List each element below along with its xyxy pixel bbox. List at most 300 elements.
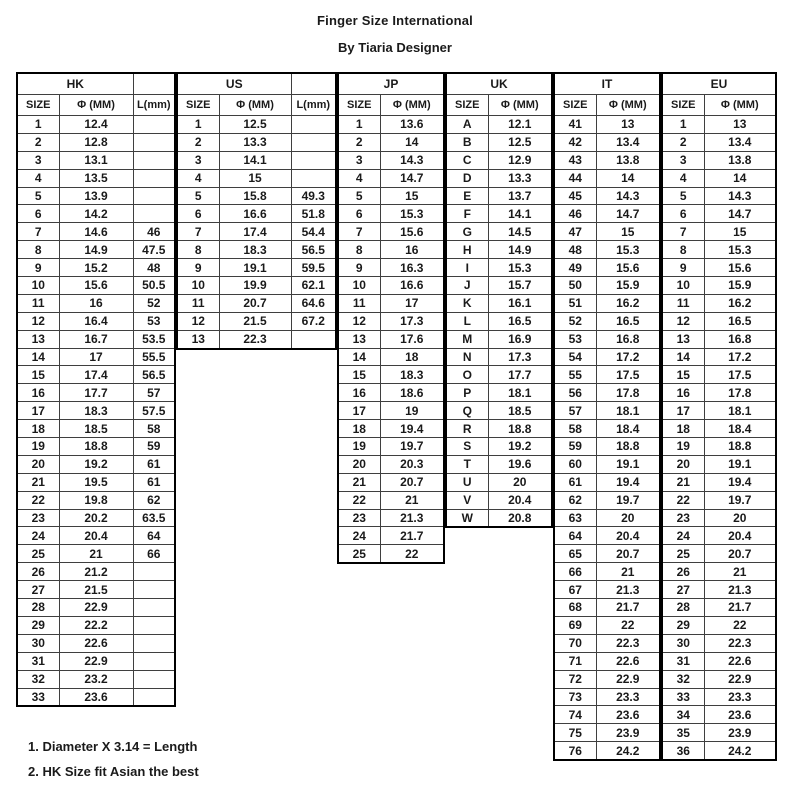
cell: 20: [704, 509, 776, 527]
cell: 11: [177, 294, 219, 312]
cell: 14: [17, 348, 59, 366]
cell: 8: [338, 241, 380, 259]
table-row: [177, 116, 336, 134]
cell: 16.7: [59, 330, 133, 348]
cell: 48: [133, 259, 175, 277]
cell: 22.9: [59, 599, 133, 617]
cell: G: [446, 223, 488, 241]
cell: P: [446, 384, 488, 402]
cell: 8: [17, 241, 59, 259]
size-table-it: [553, 72, 661, 761]
table-row: [17, 366, 175, 384]
table-row: [446, 330, 552, 348]
cell: 13.9: [59, 187, 133, 205]
cell: 15.3: [596, 241, 660, 259]
cell: 16.2: [596, 294, 660, 312]
cell: 7: [662, 223, 704, 241]
cell: [133, 581, 175, 599]
cell: 4: [662, 169, 704, 187]
cell: 16.6: [380, 277, 444, 295]
cell: 12: [338, 312, 380, 330]
cell: 17.2: [704, 348, 776, 366]
cell: U: [446, 473, 488, 491]
cell: 19.1: [219, 259, 291, 277]
cell: 15.6: [704, 259, 776, 277]
cell: 22.3: [596, 634, 660, 652]
table-row: [662, 259, 776, 277]
cell: 17: [662, 402, 704, 420]
cell: 20: [596, 509, 660, 527]
cell: 65: [554, 545, 596, 563]
cell: [133, 187, 175, 205]
table-row: [554, 348, 660, 366]
cell: 12.5: [488, 133, 552, 151]
cell: 46: [133, 223, 175, 241]
table-row: [662, 563, 776, 581]
cell: 73: [554, 688, 596, 706]
cell: 7: [17, 223, 59, 241]
cell: 18.6: [380, 384, 444, 402]
table-row: [662, 294, 776, 312]
cell: N: [446, 348, 488, 366]
table-row: [338, 509, 444, 527]
cell: 51: [554, 294, 596, 312]
cell: [133, 688, 175, 706]
cell: 57.5: [133, 402, 175, 420]
cell: 20: [488, 473, 552, 491]
cell: 20: [17, 455, 59, 473]
table-row: [662, 652, 776, 670]
table-row: [17, 491, 175, 509]
cell: 63: [554, 509, 596, 527]
cell: 13.8: [704, 151, 776, 169]
cell: 28: [17, 599, 59, 617]
cell: B: [446, 133, 488, 151]
cell: 21.3: [596, 581, 660, 599]
cell: 15.6: [380, 223, 444, 241]
cell: 20.8: [488, 509, 552, 527]
table-row: [554, 563, 660, 581]
table-row: [338, 294, 444, 312]
table-row: [554, 634, 660, 652]
cell: 18.5: [59, 420, 133, 438]
cell: 8: [177, 241, 219, 259]
cell: 50.5: [133, 277, 175, 295]
size-table-hk: [16, 72, 176, 707]
cell: E: [446, 187, 488, 205]
table-row: [338, 312, 444, 330]
cell: 70: [554, 634, 596, 652]
cell: 54: [554, 348, 596, 366]
region-header-row: [554, 73, 660, 95]
cell: 22.2: [59, 616, 133, 634]
cell: 19.9: [219, 277, 291, 295]
cell: 15: [704, 223, 776, 241]
table-row: [554, 312, 660, 330]
cell: 72: [554, 670, 596, 688]
table-row: [338, 241, 444, 259]
region-header-hk: HK: [17, 73, 133, 95]
cell: 23.6: [704, 706, 776, 724]
cell: 1: [338, 116, 380, 134]
cell: 26: [662, 563, 704, 581]
cell: 15.9: [596, 277, 660, 295]
cell: 19: [662, 438, 704, 456]
table-row: [662, 455, 776, 473]
cell: 20.4: [488, 491, 552, 509]
cell: 46: [554, 205, 596, 223]
column-header-row: [17, 95, 175, 116]
table-row: [17, 259, 175, 277]
cell: 21: [704, 563, 776, 581]
cell: 15.3: [488, 259, 552, 277]
cell: 61: [554, 473, 596, 491]
table-row: [446, 116, 552, 134]
table-row: [17, 563, 175, 581]
cell: 16.9: [488, 330, 552, 348]
cell: 60: [554, 455, 596, 473]
cell: 19.2: [59, 455, 133, 473]
region-header-row: [177, 73, 336, 95]
cell: 21.5: [59, 581, 133, 599]
table-row: [177, 133, 336, 151]
cell: 13: [662, 330, 704, 348]
cell: 31: [17, 652, 59, 670]
table-row: [17, 652, 175, 670]
table-row: [662, 366, 776, 384]
column-header: SIZE: [446, 95, 488, 116]
cell: 21: [338, 473, 380, 491]
table-row: [338, 277, 444, 295]
cell: 18.1: [596, 402, 660, 420]
table-row: [662, 420, 776, 438]
table-row: [554, 742, 660, 760]
region-header-row: [338, 73, 444, 95]
table-row: [554, 706, 660, 724]
column-header: Φ (MM): [596, 95, 660, 116]
cell: 18: [338, 420, 380, 438]
table-row: [177, 312, 336, 330]
cell: 18.8: [704, 438, 776, 456]
table-row: [17, 133, 175, 151]
cell: 18.3: [59, 402, 133, 420]
cell: 4: [177, 169, 219, 187]
cell: 59: [133, 438, 175, 456]
size-table-jp: [337, 72, 445, 564]
table-row: [338, 420, 444, 438]
cell: 13.3: [219, 133, 291, 151]
cell: 19.2: [488, 438, 552, 456]
cell: 17.8: [596, 384, 660, 402]
table-row: [17, 330, 175, 348]
cell: 13.4: [704, 133, 776, 151]
cell: 17.7: [488, 366, 552, 384]
cell: 17.3: [380, 312, 444, 330]
cell: 18.1: [488, 384, 552, 402]
page-title: Finger Size International: [317, 13, 473, 28]
table-row: [338, 402, 444, 420]
table-row: [177, 277, 336, 295]
cell: 17: [59, 348, 133, 366]
table-row: [338, 151, 444, 169]
table-row: [662, 151, 776, 169]
table-row: [554, 151, 660, 169]
cell: 17.8: [704, 384, 776, 402]
cell: 15.6: [59, 277, 133, 295]
cell: 24: [17, 527, 59, 545]
cell: 15: [380, 187, 444, 205]
table-row: [554, 527, 660, 545]
table-row: [662, 438, 776, 456]
footnote-1: 1. Diameter X 3.14 = Length: [28, 739, 198, 754]
table-row: [17, 634, 175, 652]
table-row: [662, 312, 776, 330]
cell: 23: [338, 509, 380, 527]
cell: 76: [554, 742, 596, 760]
table-row: [662, 133, 776, 151]
cell: 15.7: [488, 277, 552, 295]
table-row: [17, 116, 175, 134]
table-row: [338, 133, 444, 151]
cell: 49: [554, 259, 596, 277]
cell: 3: [338, 151, 380, 169]
cell: 16: [17, 384, 59, 402]
table-row: [446, 348, 552, 366]
cell: 18.8: [59, 438, 133, 456]
cell: 19.4: [704, 473, 776, 491]
table-row: [554, 116, 660, 134]
cell: 32: [662, 670, 704, 688]
table-row: [17, 294, 175, 312]
table-row: [338, 116, 444, 134]
cell: H: [446, 241, 488, 259]
table-row: [338, 330, 444, 348]
cell: 24: [662, 527, 704, 545]
cell: 17.4: [59, 366, 133, 384]
cell: 17.6: [380, 330, 444, 348]
cell: 53: [133, 312, 175, 330]
column-header-row: [554, 95, 660, 116]
cell: 16: [662, 384, 704, 402]
cell: 13.8: [596, 151, 660, 169]
cell: 12.4: [59, 116, 133, 134]
cell: 4: [338, 169, 380, 187]
table-row: [554, 366, 660, 384]
cell: 23.3: [596, 688, 660, 706]
table-row: [338, 259, 444, 277]
cell: 18.5: [488, 402, 552, 420]
cell: 12: [662, 312, 704, 330]
cell: 48: [554, 241, 596, 259]
cell: 7: [177, 223, 219, 241]
table-row: [446, 473, 552, 491]
cell: 10: [338, 277, 380, 295]
cell: 19.1: [596, 455, 660, 473]
column-header-row: [338, 95, 444, 116]
cell: 21.7: [596, 599, 660, 617]
cell: M: [446, 330, 488, 348]
table-row: [662, 330, 776, 348]
cell: T: [446, 455, 488, 473]
cell: [133, 652, 175, 670]
table-row: [554, 187, 660, 205]
table-row: [17, 384, 175, 402]
table-row: [338, 455, 444, 473]
cell: 14: [380, 133, 444, 151]
cell: 61: [133, 473, 175, 491]
cell: 16.4: [59, 312, 133, 330]
cell: 17.5: [596, 366, 660, 384]
table-row: [554, 259, 660, 277]
cell: 19.7: [380, 438, 444, 456]
tables-row: [16, 72, 777, 761]
cell: 17.3: [488, 348, 552, 366]
cell: 62: [133, 491, 175, 509]
cell: 49.3: [291, 187, 336, 205]
footnote-2: 2. HK Size fit Asian the best: [28, 764, 199, 779]
table-row: [446, 259, 552, 277]
cell: 69: [554, 616, 596, 634]
region-header-uk: UK: [446, 73, 552, 95]
cell: 14.9: [59, 241, 133, 259]
cell: 7: [338, 223, 380, 241]
table-row: [554, 169, 660, 187]
cell: 43: [554, 151, 596, 169]
table-row: [446, 151, 552, 169]
cell: 58: [554, 420, 596, 438]
cell: 64: [133, 527, 175, 545]
table-row: [446, 241, 552, 259]
cell: 13.3: [488, 169, 552, 187]
cell: 18.4: [596, 420, 660, 438]
cell: 25: [17, 545, 59, 563]
cell: 62.1: [291, 277, 336, 295]
table-row: [554, 670, 660, 688]
cell: 44: [554, 169, 596, 187]
cell: 5: [17, 187, 59, 205]
cell: 18.3: [219, 241, 291, 259]
column-header: Φ (MM): [488, 95, 552, 116]
cell: 14.7: [596, 205, 660, 223]
table-row: [554, 491, 660, 509]
cell: 23.3: [704, 688, 776, 706]
table-row: [17, 509, 175, 527]
table-row: [446, 438, 552, 456]
cell: 25: [338, 545, 380, 563]
cell: 21.3: [380, 509, 444, 527]
table-row: [662, 688, 776, 706]
cell: 22: [338, 491, 380, 509]
table-row: [17, 187, 175, 205]
cell: 18.4: [704, 420, 776, 438]
table-row: [554, 223, 660, 241]
cell: 21.7: [380, 527, 444, 545]
table-row: [446, 366, 552, 384]
cell: 13: [704, 116, 776, 134]
table-row: [446, 384, 552, 402]
cell: [133, 599, 175, 617]
region-header-row: [662, 73, 776, 95]
table-row: [554, 509, 660, 527]
cell: 56.5: [133, 366, 175, 384]
table-row: [662, 205, 776, 223]
cell: 53.5: [133, 330, 175, 348]
cell: 61: [133, 455, 175, 473]
cell: L: [446, 312, 488, 330]
cell: 23: [662, 509, 704, 527]
cell: 22.9: [596, 670, 660, 688]
cell: 32: [17, 670, 59, 688]
table-row: [338, 473, 444, 491]
table-row: [17, 241, 175, 259]
cell: 22: [380, 545, 444, 563]
table-row: [554, 455, 660, 473]
table-row: [662, 169, 776, 187]
table-row: [554, 652, 660, 670]
table-row: [177, 259, 336, 277]
cell: 18: [662, 420, 704, 438]
cell: [133, 634, 175, 652]
cell: [291, 330, 336, 348]
cell: 21.5: [219, 312, 291, 330]
cell: 59: [554, 438, 596, 456]
cell: 24.2: [704, 742, 776, 760]
column-header: L(mm): [291, 95, 336, 116]
cell: 12.1: [488, 116, 552, 134]
cell: 20.4: [704, 527, 776, 545]
table-row: [554, 724, 660, 742]
cell: 23.9: [596, 724, 660, 742]
cell: 17: [338, 402, 380, 420]
cell: 22.9: [704, 670, 776, 688]
table-row: [338, 438, 444, 456]
cell: 13.1: [59, 151, 133, 169]
table-row: [446, 294, 552, 312]
cell: 22.3: [219, 330, 291, 348]
cell: 14: [596, 169, 660, 187]
cell: 16.3: [380, 259, 444, 277]
cell: 18.1: [704, 402, 776, 420]
cell: 54.4: [291, 223, 336, 241]
cell: 34: [662, 706, 704, 724]
table-row: [177, 205, 336, 223]
column-header: Φ (MM): [704, 95, 776, 116]
cell: 15: [596, 223, 660, 241]
table-row: [17, 205, 175, 223]
cell: J: [446, 277, 488, 295]
cell: 25: [662, 545, 704, 563]
cell: [133, 169, 175, 187]
cell: C: [446, 151, 488, 169]
cell: 52: [554, 312, 596, 330]
size-table-uk: [445, 72, 553, 528]
table-row: [554, 402, 660, 420]
cell: 51.8: [291, 205, 336, 223]
cell: [291, 151, 336, 169]
table-row: [338, 545, 444, 563]
cell: 28: [662, 599, 704, 617]
cell: 3: [662, 151, 704, 169]
table-row: [17, 545, 175, 563]
cell: 50: [554, 277, 596, 295]
table-row: [662, 116, 776, 134]
cell: 13.7: [488, 187, 552, 205]
table-row: [662, 545, 776, 563]
region-header-spacer: [133, 73, 175, 95]
cell: 2: [17, 133, 59, 151]
cell: 14: [338, 348, 380, 366]
column-header: SIZE: [662, 95, 704, 116]
